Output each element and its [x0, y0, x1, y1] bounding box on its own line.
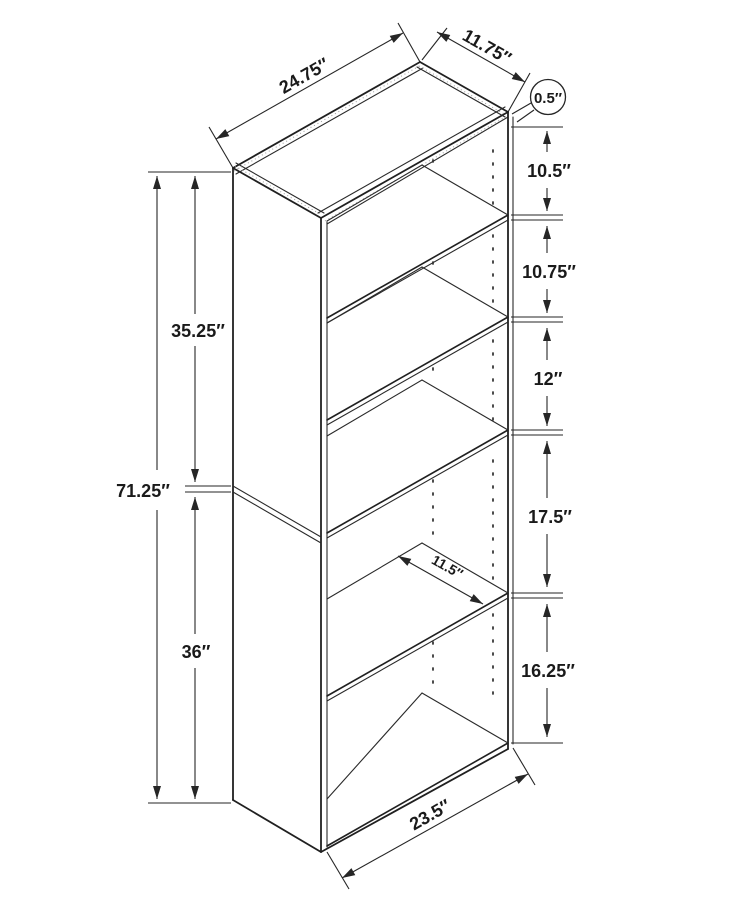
dim-section-3	[534, 328, 563, 426]
dim-top-width	[209, 23, 420, 168]
dim-section-2	[522, 226, 576, 313]
dim-label-panel-thickness: 0.5″	[533, 90, 563, 107]
shelf-front-edge	[327, 593, 508, 696]
base	[233, 693, 508, 852]
extension-line	[327, 852, 349, 889]
shelf-pin-holes	[433, 150, 493, 700]
top-edge-front	[321, 112, 508, 218]
bottom-left-edge	[233, 800, 321, 852]
top-underside-front	[327, 117, 508, 224]
dim-label-upper-height: 35.25″	[171, 321, 225, 341]
dim-label-section-1: 10.5″	[527, 161, 571, 181]
shelf-2	[327, 267, 508, 425]
dim-section-4	[528, 441, 572, 587]
top-inset-back-right	[417, 67, 505, 117]
dim-label-lower-height: 36″	[181, 642, 211, 662]
shelf-1	[327, 165, 508, 323]
top-edge-left	[233, 168, 321, 218]
dim-top-depth	[422, 25, 530, 112]
shelf-thickness-edge	[327, 322, 508, 425]
shelf-thickness-edge	[327, 598, 508, 701]
right-extension-lines	[511, 127, 563, 743]
floor-back-edge	[327, 693, 422, 799]
dimension-line	[216, 33, 403, 139]
top-edge-back-right	[420, 62, 508, 112]
extension-line	[422, 28, 447, 60]
left-panel-seam-upper	[233, 486, 321, 537]
dim-panel-thickness-callout	[512, 80, 566, 123]
leader-line	[517, 110, 534, 122]
shelf-front-edge	[327, 430, 508, 533]
left-panel-seam-lower	[233, 492, 321, 543]
dim-label-section-5: 16.25″	[521, 661, 575, 681]
dim-label-section-3: 12″	[533, 369, 563, 389]
floor-right-back-edge	[422, 693, 508, 743]
shelf-right-back-edge	[422, 380, 508, 430]
shelf-right-back-edge	[422, 267, 508, 317]
dim-label-section-4: 17.5″	[528, 507, 572, 527]
dim-section-1	[527, 131, 571, 211]
extension-line	[398, 23, 420, 62]
top-inset-left	[236, 163, 324, 213]
bookcase-outline	[233, 62, 513, 852]
shelf-back-edge	[327, 165, 422, 221]
dim-interior-shelf-depth	[398, 552, 483, 604]
dim-label-overall-height: 71.25″	[116, 481, 170, 501]
dim-lower-height	[182, 497, 211, 799]
shelf-back-edge	[327, 543, 422, 599]
shelf-back-edge	[327, 380, 422, 436]
top-speckle-left	[235, 166, 322, 215]
extension-line	[209, 127, 233, 168]
top-speckle-back-right	[419, 66, 506, 115]
top-inset-back-left	[236, 68, 423, 174]
dim-upper-height	[171, 176, 225, 482]
dim-label-top-width: 24.75″	[275, 53, 333, 98]
top-speckle-back-left	[234, 65, 421, 171]
leader-line	[512, 103, 531, 114]
dim-label-bottom-width: 23.5″	[406, 795, 454, 835]
dim-overall-height	[116, 176, 170, 799]
top-edge-back-left	[233, 62, 420, 168]
shelf-right-back-edge	[422, 165, 508, 215]
extension-line	[513, 748, 535, 785]
shelf-front-edge	[327, 317, 508, 420]
side-panels	[233, 112, 513, 852]
top-face	[233, 62, 508, 224]
dim-bottom-width	[327, 748, 535, 889]
dim-label-top-depth: 11.75″	[459, 25, 515, 69]
shelf-back-edge	[327, 267, 422, 323]
dim-label-section-2: 10.75″	[522, 262, 576, 282]
shelf-thickness-edge	[327, 435, 508, 538]
dim-section-5	[521, 604, 575, 737]
shelf-front-edge	[327, 215, 508, 318]
dim-label-shelf-depth: 11.5″	[429, 551, 466, 582]
